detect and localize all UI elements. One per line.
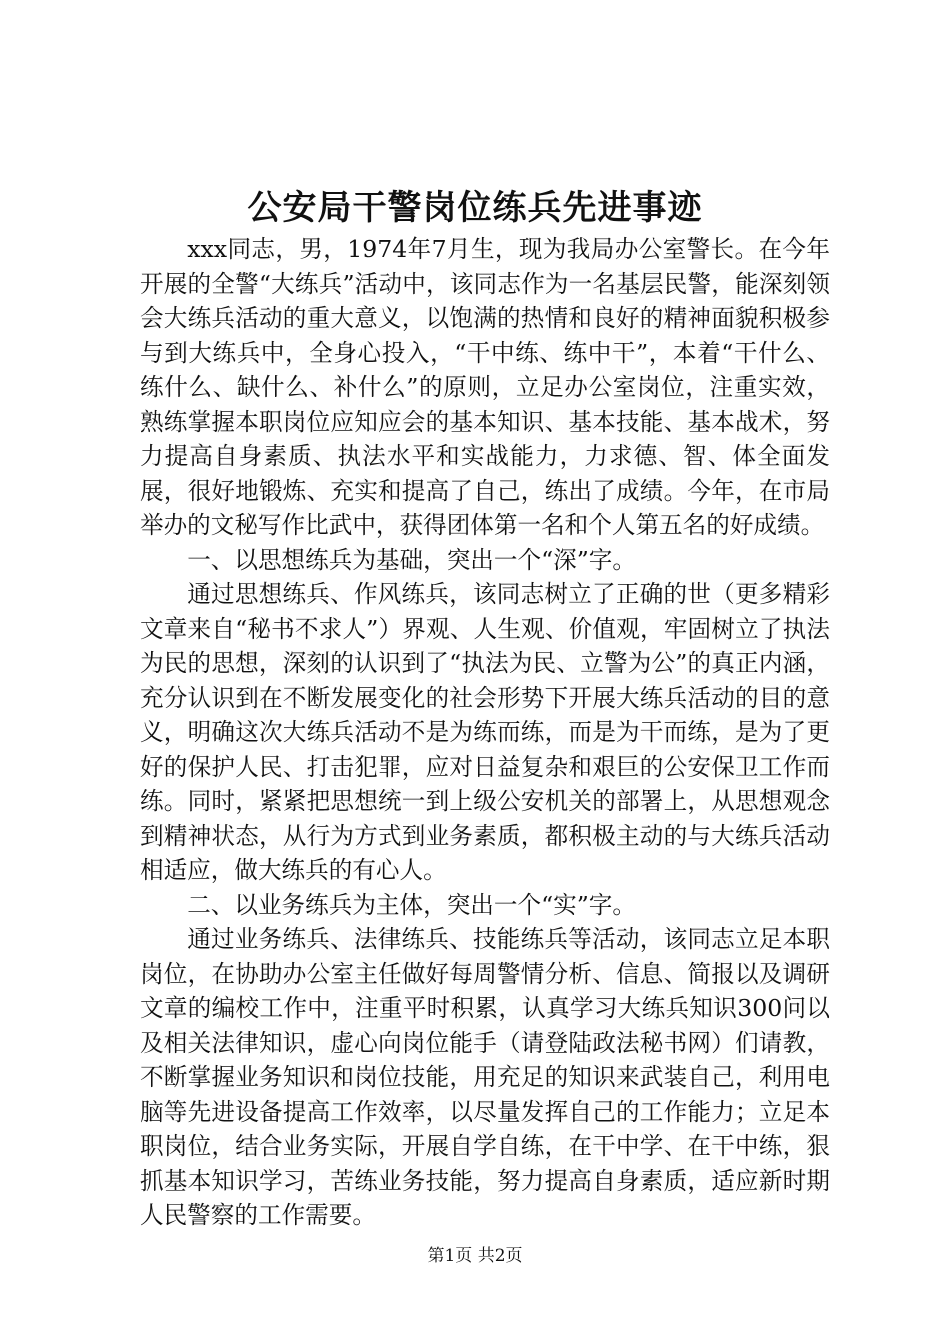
section-heading-2: 二、以业务练兵为主体，突出一个“实”字。 <box>187 890 636 919</box>
paragraph-intro: xxx同志，男，1974年7月生，现为我局办公室警长。在今年开展的全警“大练兵”活动中，该同志作为一名基层民警，能深刻领会大练兵活动的重大意义，以饱满的热情和良好的精神面貌积极参与到大练兵中，全身心投入，“干中练、练中干”，本着“干什么、练什么、缺什么、补什么”的原则，立足办公室岗位，注重实效，熟练掌握本职岗位应知应会的基本知识、基本技能、基本战术，努力提高自身素质、执法水平和实战能力，力求德、智、体全面发展，很好地锻炼、充实和提高了自己，练出了成绩。今年，在市局举办的文秘写作比武中，获得团体第一名和个人第五名的好成绩。 <box>140 235 830 539</box>
paragraph-section-1: 通过思想练兵、作风练兵，该同志树立了正确的世（更多精彩文章来自“秘书不求人”）界观、人生观、价值观，牢固树立了执法为民的思想，深刻的认识到了“执法为民、立警为公”的真正内涵，充分认识到在不断发展变化的社会形势下开展大练兵活动的目的意义，明确这次大练兵活动不是为练而练，而是为干而练，是为了更好的保护人民、打击犯罪，应对日益复杂和艰巨的公安保卫工作而练。同时，紧紧把思想统一到上级公安机关的部署上，从思想观念到精神状态，从行为方式到业务素质，都积极主动的与大练兵活动相适应，做大练兵的有心人。 <box>140 580 830 884</box>
page-number-footer: 第1页 共2页 <box>427 1246 523 1266</box>
document-title: 公安局干警岗位练兵先进事迹 <box>247 188 703 228</box>
document-body <box>140 232 830 1233</box>
paragraph-section-2: 通过业务练兵、法律练兵、技能练兵等活动，该同志立足本职岗位，在协助办公室主任做好每周警情分析、信息、简报以及调研文章的编校工作中，注重平时积累，认真学习大练兵知识300问以及相关法律知识，虚心向岗位能手（请登陆政法秘书网）们请教，不断掌握业务知识和岗位技能，用充足的知识来武装自己，利用电脑等先进设备提高工作效率，以尽量发挥自己的工作能力；立足本职岗位，结合业务实际，开展自学自练，在干中学、在干中练，狠抓基本知识学习，苦练业务技能，努力提高自身素质，适应新时期人民警察的工作需要。 <box>140 925 830 1229</box>
section-heading-1: 一、以思想练兵为基础，突出一个“深”字。 <box>187 545 636 574</box>
